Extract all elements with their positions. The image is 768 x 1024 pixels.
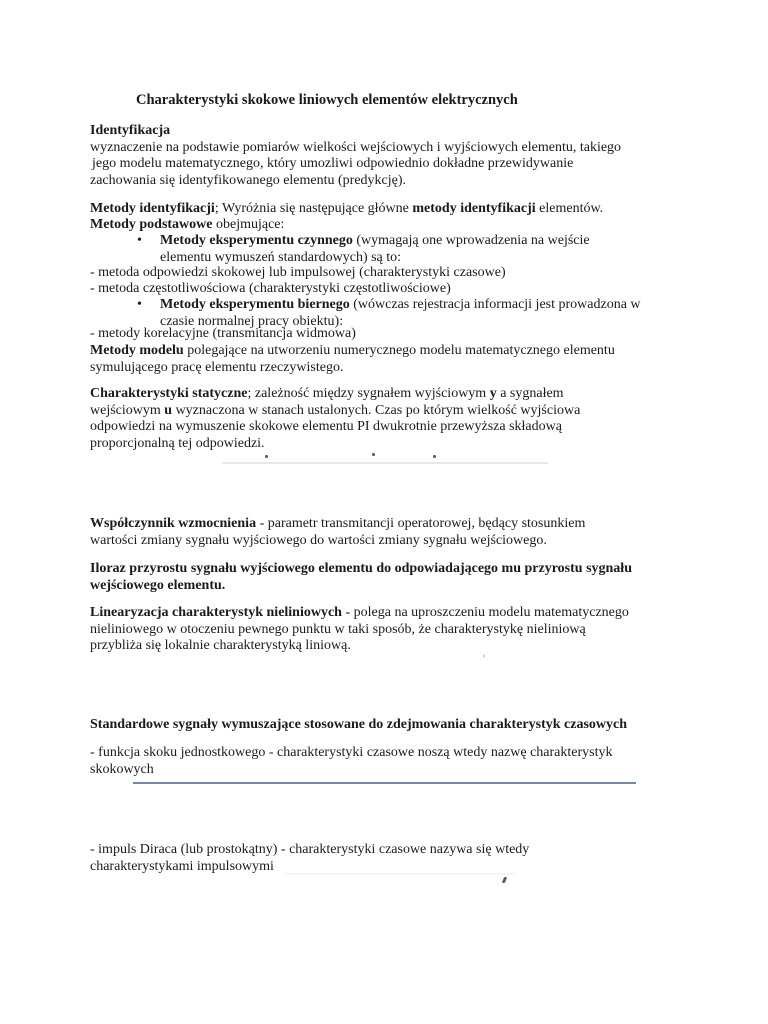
linearyzacja-label: Linearyzacja charakterystyk nieliniowych: [90, 605, 342, 620]
statyczne-line-3: odpowiedzi na wymuszenie skokowe elementu PI dwukrotnie przewyższa składową: [90, 419, 562, 434]
statyczne-text-4: wyznaczona w stanach ustalonych. Czas po którym wielkość wyjściowa: [172, 402, 581, 418]
symbol-y: y: [489, 386, 497, 401]
image-artifact: [372, 453, 375, 456]
iloraz-line-1: Iloraz przyrostu sygnału wyjściowego elementu do odpowiadającego mu przyrostu sygnału: [90, 561, 632, 576]
bullet-dot: •: [137, 297, 142, 312]
identyfikacja-line-2: jego modelu matematycznego, który umozliwi odpowiednio dokładne przewidywanie: [92, 156, 574, 171]
image-artifact: [502, 877, 507, 883]
identyfikacja-heading: [90, 123, 690, 140]
impuls-line-1: - impuls Diraca (lub prostokątny) - charakterystyki czasowe nazywa się wtedy: [90, 842, 530, 857]
document-title: Charakterystyki skokowe liniowych elementów elektrycznych: [136, 92, 518, 108]
identyfikacja-line-3: zachowania się identyfikowanego elementu (predykcję).: [90, 172, 407, 188]
wzmocnienie-label: Współczynnik wzmocnienia: [90, 516, 257, 531]
wspolczynnik-wzmocnienia: [90, 516, 690, 549]
wzmocnienie-text: - parametr transmitancji operatorowej, będący stosunkiem: [256, 516, 586, 531]
wzmocnienie-line-1: [90, 516, 690, 533]
bullet-dot: •: [137, 233, 142, 248]
statyczne-text-3: wejściowym: [90, 402, 165, 418]
metody-modelu-line-2: symulującego pracę elementu rzeczywistego.: [90, 359, 344, 375]
bullet-eksperyment-czynny: [137, 233, 680, 266]
eksperyment-bierny-text: (wówczas rejestracja informacji jest prowadzona w: [349, 297, 641, 312]
linearyzacja-line-3: przybliża się lokalnie charakterystyką liniową.: [90, 638, 351, 653]
impuls-line-2: charakterystykami impulsowymi: [90, 858, 274, 874]
eksperyment-czynny-label: Metody eksperymentu czynnego: [160, 233, 353, 248]
symbol-u: u: [164, 402, 173, 418]
statyczne-line-2: [90, 403, 690, 420]
impuls-diraca: [90, 842, 690, 875]
iloraz-line-2: wejściowego elementu.: [90, 577, 226, 593]
iloraz-przyrostu: [90, 561, 690, 594]
metody-modelu-label: Metody modelu: [90, 343, 184, 358]
metody-podstawowe-text: obejmujące:: [212, 217, 285, 232]
metody-modelu-text: polegające na utworzeniu numerycznego modelu matematycznego elementu: [183, 343, 615, 358]
metody-intro-end: elementów.: [535, 201, 604, 216]
eksperyment-czynny-text: (wymagają one wprowadzenia na wejście: [352, 233, 590, 248]
metoda-odpowiedzi-skokowej: - metoda odpowiedzi skokowej lub impulsowej (charakterystyki czasowe): [90, 265, 506, 280]
statyczne-line-1: [90, 386, 690, 403]
step-function-line: [133, 782, 636, 784]
metody-intro-text: ; Wyróżnia się następujące główne: [214, 201, 413, 216]
statyczne-text-1: ; zależność między sygnałem wyjściowym: [247, 386, 490, 401]
faint-divider-2: [285, 873, 515, 875]
wzmocnienie-line-2: wartości zmiany sygnału wyjściowego do wartości zmiany sygnału wejściowego.: [90, 532, 547, 548]
linearyzacja-line-1: [90, 605, 690, 622]
funkcja-skoku-line-1: - funkcja skoku jednostkowego - charakterystyki czasowe noszą wtedy nazwę charakterystyk: [90, 745, 613, 760]
eksperyment-czynny-line-2: elementu wymuszeń standardowych) są to:: [160, 249, 402, 265]
linearyzacja: [90, 605, 690, 655]
image-artifact: [265, 455, 268, 458]
faint-divider-1: [222, 462, 548, 464]
identyfikacja-line-1: wyznaczenie na podstawie pomiarów wielkości wejściowych i wyjściowych elementu, takiego: [90, 139, 622, 155]
linearyzacja-text: - polega na uproszczeniu modelu matematycznego: [341, 605, 629, 620]
image-artifact: [483, 655, 485, 657]
identyfikacja-section: [90, 123, 690, 189]
statyczne-label: Charakterystyki statyczne: [90, 386, 248, 401]
metody-podstawowe-label: Metody podstawowe: [90, 217, 213, 232]
metoda-czestotliwosciowa: - metoda częstotliwościowa (charakterystyki częstotliwościowe): [90, 281, 451, 296]
funkcja-skoku: [90, 745, 690, 778]
funkcja-skoku-line-2: skokowych: [90, 761, 154, 777]
image-artifact: [433, 455, 436, 458]
statyczne-text-2: a sygnałem: [496, 386, 564, 401]
metody-identyfikacji-label-2: metody identyfikacji: [412, 201, 536, 216]
metody-line-1: [90, 201, 690, 218]
metody-korelacyjne: - metody korelacyjne (transmitancja widmowa): [90, 326, 356, 341]
metody-line-2: [90, 217, 690, 234]
metody-modelu: [90, 343, 690, 376]
identyfikacja-heading-text: Identyfikacja: [90, 123, 171, 138]
eksperyment-bierny-line-2: czasie normalnej pracy obiektu):: [160, 313, 344, 329]
charakterystyki-statyczne: [90, 386, 690, 452]
linearyzacja-line-2: nieliniowego w otoczeniu pewnego punktu w taki sposób, że charakterystykę nieliniową: [90, 621, 586, 637]
metody-identyfikacji-label: Metody identyfikacji: [90, 201, 215, 216]
standardowe-sygnaly-heading: Standardowe sygnały wymuszające stosowane do zdejmowania charakterystyk czasowych: [90, 717, 628, 732]
eksperyment-bierny-label: Metody eksperymentu biernego: [160, 297, 350, 312]
statyczne-line-4: proporcjonalną tej odpowiedzi.: [90, 435, 265, 451]
